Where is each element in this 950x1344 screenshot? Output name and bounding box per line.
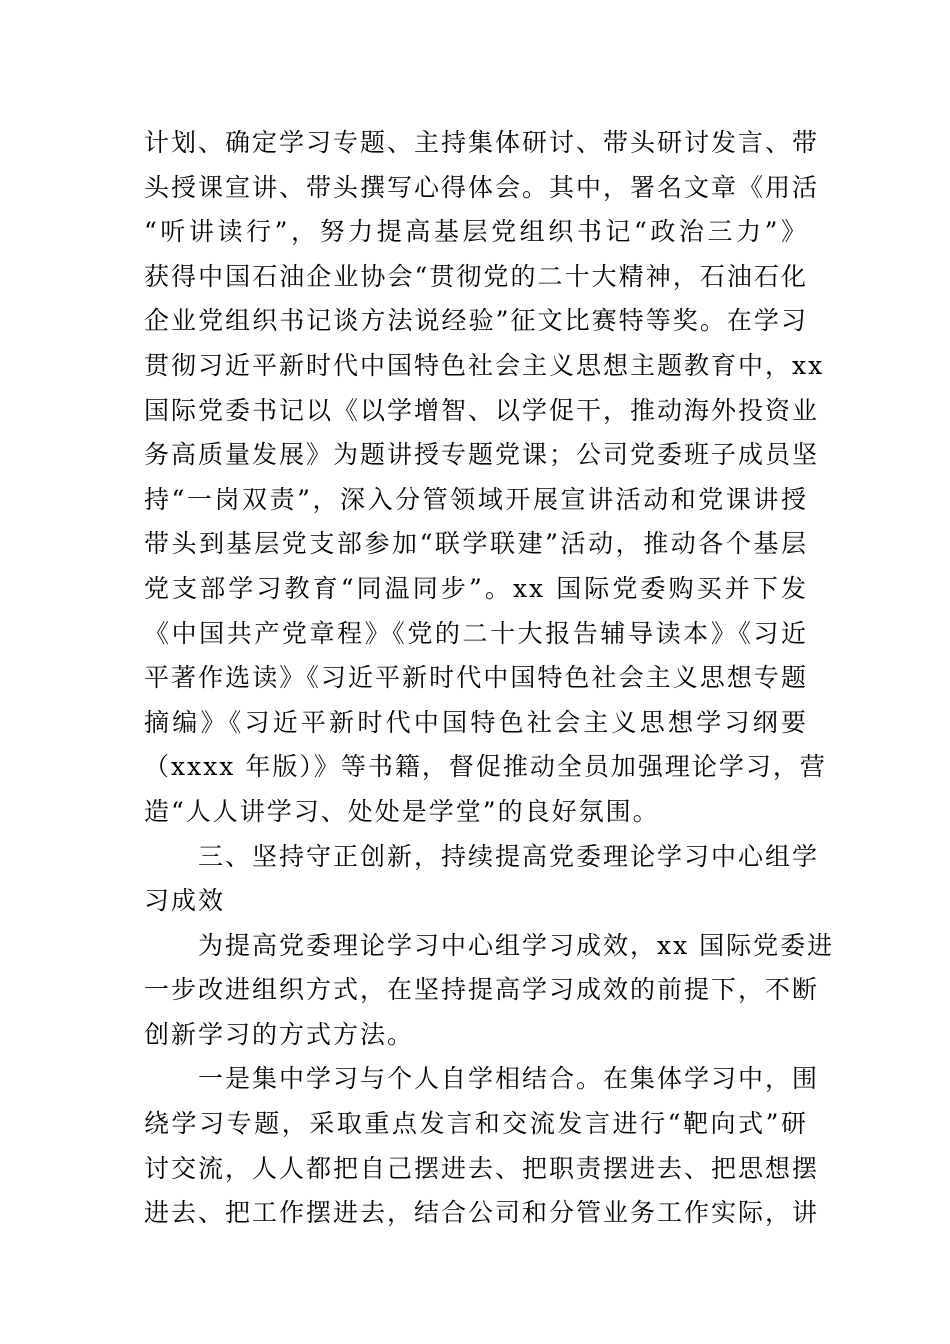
text-line: 持“一岗双责”，深入分管领域开展宣讲活动和党课讲授 bbox=[144, 484, 808, 514]
text-line: 务高质量发展》为题讲授专题党课；公司党委班子成员坚 bbox=[144, 440, 820, 470]
text-line: 绕学习专题，采取重点发言和交流发言进行“靶向式”研 bbox=[144, 1109, 808, 1139]
paragraph-p3 bbox=[144, 924, 835, 1058]
text-line: 讨交流，人人都把自己摆进去、把职责摆进去、把思想摆 bbox=[144, 1153, 820, 1183]
paragraph-p2 bbox=[144, 835, 820, 924]
text-line: 头授课宣讲、带头撰写心得体会。其中，署名文章《用活 bbox=[144, 172, 820, 202]
text-line: 一是集中学习与个人自学相结合。在集体学习中，围 bbox=[198, 1064, 820, 1094]
document-body bbox=[144, 121, 835, 1236]
text-line: 造“人人讲学习、处处是学堂”的良好氛围。 bbox=[144, 796, 660, 826]
text-line: 获得中国石油企业协会“贯彻党的二十大精神，石油石化 bbox=[144, 261, 808, 291]
text-line: 进去、把工作摆进去，结合公司和分管业务工作实际，讲 bbox=[144, 1198, 820, 1228]
text-line: 企业党组织书记谈方法说经验”征文比赛特等奖。在学习 bbox=[144, 306, 808, 336]
text-line: “听讲读行”，努力提高基层党组织书记“政治三力”》 bbox=[144, 217, 808, 247]
text-line: 为提高党委理论学习中心组学习成效，xx 国际党委进 bbox=[198, 930, 835, 960]
text-line: 创新学习的方式方法。 bbox=[144, 1019, 415, 1049]
text-line: 国际党委书记以《以学增智、以学促干，推动海外投资业 bbox=[144, 395, 820, 425]
paragraph-p4 bbox=[144, 1057, 820, 1235]
section-heading-line: 习成效 bbox=[144, 886, 226, 916]
paragraph-p1 bbox=[144, 121, 827, 835]
text-line: 平著作选读》《习近平新时代中国特色社会主义思想专题 bbox=[144, 663, 808, 693]
section-heading-line: 三、坚持守正创新，持续提高党委理论学习中心组学 bbox=[198, 841, 820, 871]
text-line: （xxxx 年版）》等书籍，督促推动全员加强理论学习，营 bbox=[144, 752, 827, 782]
text-line: 摘编》《习近平新时代中国特色社会主义思想学习纲要 bbox=[144, 707, 808, 737]
text-line: 带头到基层党支部参加“联学联建”活动，推动各个基层 bbox=[144, 529, 808, 559]
text-line: 贯彻习近平新时代中国特色社会主义思想主题教育中，xx bbox=[144, 350, 825, 380]
text-line: 一步改进组织方式，在坚持提高学习成效的前提下，不断 bbox=[144, 975, 820, 1005]
text-line: 党支部学习教育“同温同步”。xx 国际党委购买并下发 bbox=[144, 573, 808, 603]
text-line: 计划、确定学习专题、主持集体研讨、带头研讨发言、带 bbox=[144, 128, 820, 157]
text-line: 《中国共产党章程》《党的二十大报告辅导读本》《习近 bbox=[144, 618, 808, 648]
